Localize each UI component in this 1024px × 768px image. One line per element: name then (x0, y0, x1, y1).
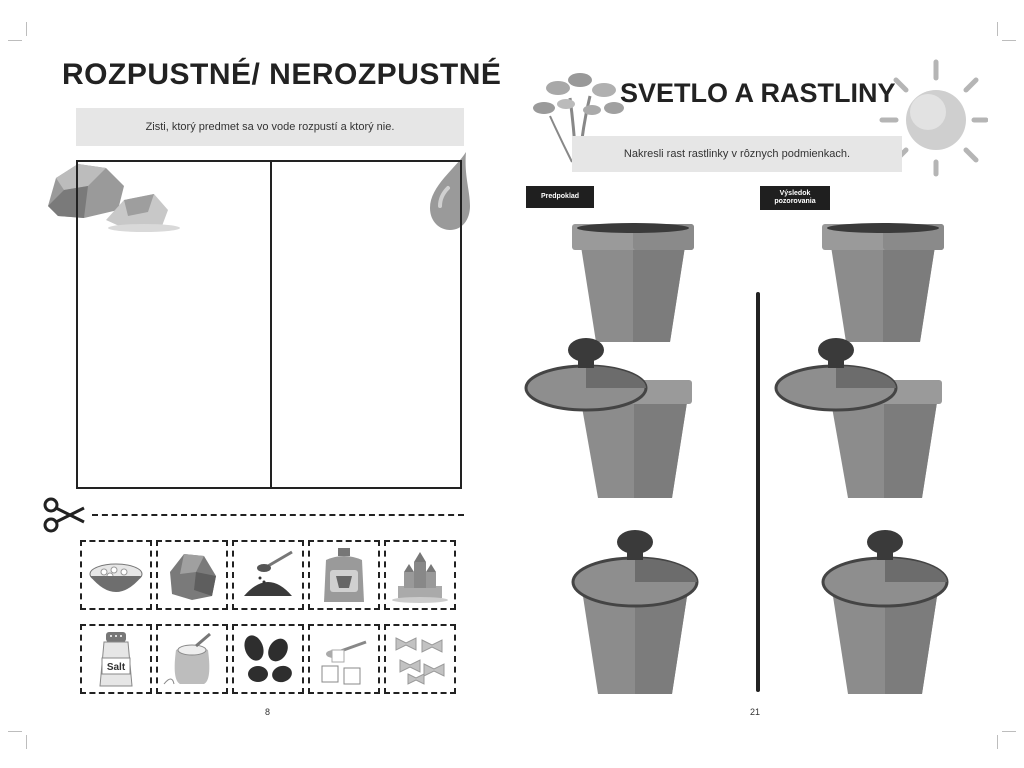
card-beans[interactable] (232, 624, 304, 694)
sand-castle-icon (390, 546, 450, 604)
result-label: Výsledok pozorovania (760, 186, 830, 210)
half-covered-pot[interactable] (524, 336, 694, 502)
right-page (512, 0, 1024, 768)
instruction-text: Nakresli rast rastlinky v rôznych podmienkach. (623, 148, 851, 160)
detergent-bottle-icon (314, 546, 374, 604)
page-number: 8 (265, 707, 271, 717)
card-sandcastle[interactable] (384, 540, 456, 610)
instruction-text: Zisti, ktorý predmet sa vo vode rozpustí a ktorý nie. (145, 121, 395, 133)
stone-icon (162, 546, 222, 604)
card-rice[interactable] (80, 540, 152, 610)
covered-pot[interactable] (820, 524, 950, 696)
open-pot[interactable] (570, 220, 696, 346)
pasta-icon (390, 630, 450, 688)
page-title: SVETLO A RASTLINY (620, 78, 896, 108)
sugar-cubes-icon (314, 630, 374, 688)
beans-icon (238, 630, 298, 688)
card-stone[interactable] (156, 540, 228, 610)
rice-bowl-icon (86, 546, 146, 604)
card-soil[interactable] (232, 540, 304, 610)
salt-label: Salt (106, 662, 126, 673)
instruction-box (76, 108, 464, 146)
card-detergent[interactable] (308, 540, 380, 610)
salt-shaker-icon (86, 630, 146, 688)
cut-line (92, 514, 464, 516)
card-sugar[interactable] (308, 624, 380, 694)
scissors-icon (42, 496, 86, 534)
flour-sack-icon (162, 630, 222, 688)
page-number: 21 (750, 707, 761, 717)
hypothesis-label: Predpoklad (526, 186, 594, 208)
column-divider (270, 162, 272, 487)
open-pot[interactable] (820, 220, 946, 346)
card-flour[interactable] (156, 624, 228, 694)
card-pasta[interactable] (384, 624, 456, 694)
instruction-box (572, 136, 902, 172)
covered-pot[interactable] (570, 524, 700, 696)
soil-spoon-icon (238, 546, 298, 604)
sorting-table[interactable] (76, 160, 462, 489)
half-covered-pot[interactable] (774, 336, 944, 502)
page-title: ROZPUSTNÉ/ NEROZPUSTNÉ (62, 58, 502, 91)
column-divider (756, 292, 760, 692)
card-salt[interactable] (80, 624, 152, 694)
